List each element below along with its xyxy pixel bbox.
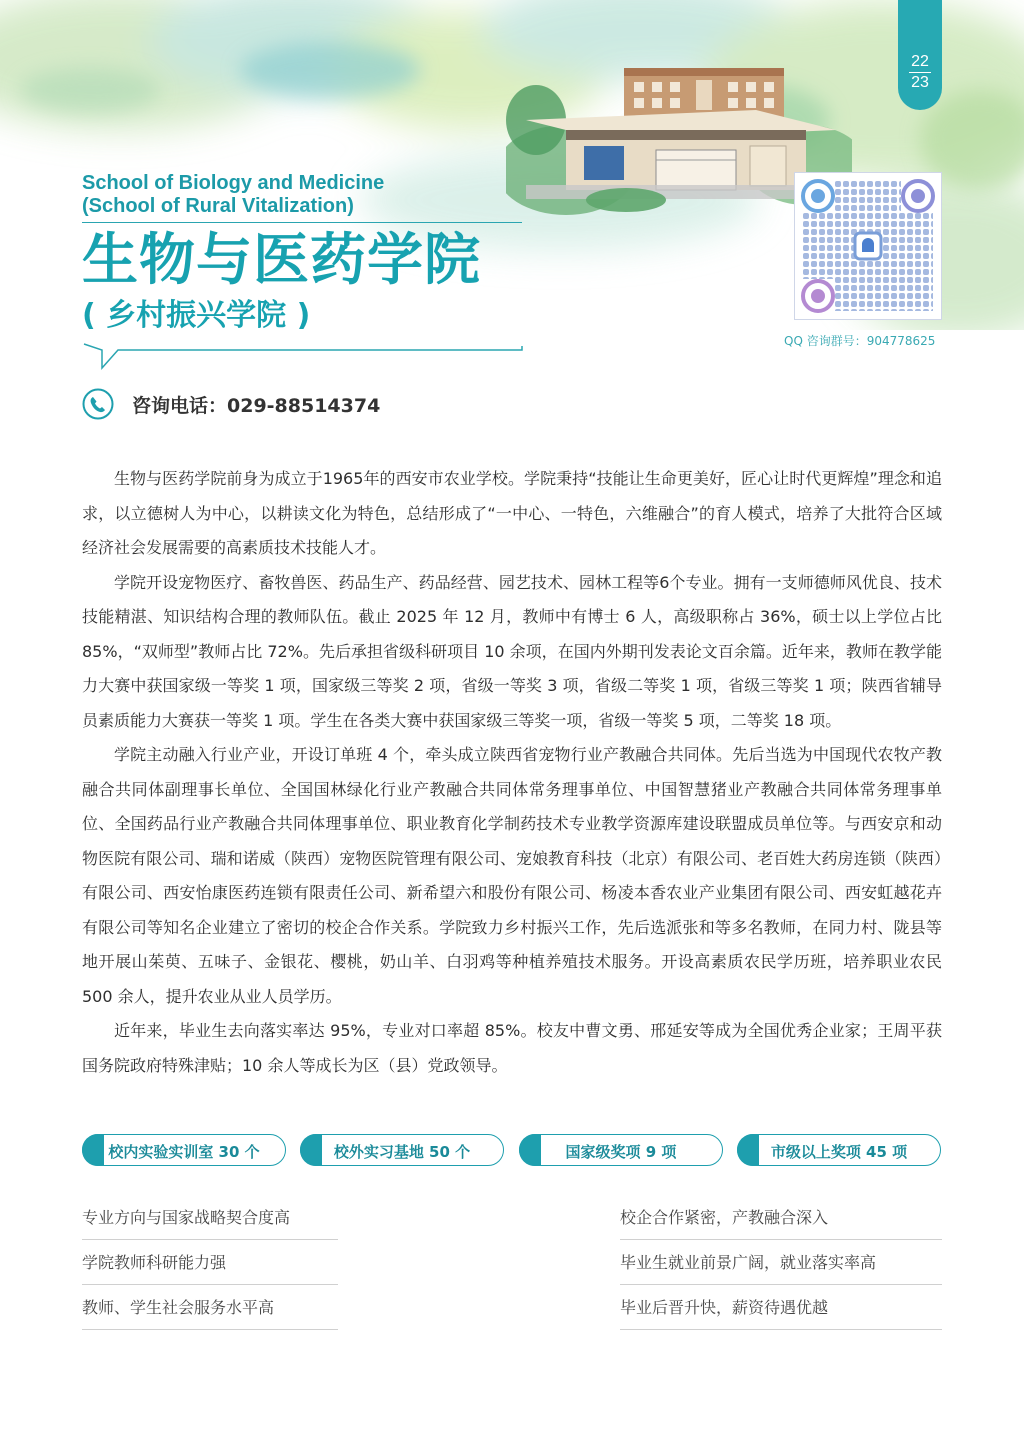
intro-paragraph-alumni: 近年来，毕业生去向落实率达 95%，专业对口率超 85%。校友中曹文勇、邢延安等成为全国优秀企业家；王周平获国务院政府特殊津贴；10 余人等成长为区（县）党政领导。 bbox=[82, 1021, 942, 1075]
intro-paragraph-faculty: 学院开设宠物医疗、畜牧兽医、药品生产、药品经营、园艺技术、园林工程等6个专业。拥有一支师德师风优良、技术技能精湛、知识结构合理的教师队伍。截止 2025 年 12 月，教师中有博士 6 人，高级职称占 36%，硕士以上学位占比 85%，“双师型”教师占比 72%。先后承担省级科研项目 10 余项，在国内外期刊发表论文百余篇。近年来，教师在教学能力大赛中获国家级一等奖 1 项，国家级三等奖 2 项，省级一等奖 3 项，省级二等奖 1 项，省级三等奖 1 项；陕西省辅导员素质能力大赛获一等奖 1 项。学生在各类大赛中获国家级三等奖一项，省级一等奖 5 项，二等奖 18 项。 bbox=[82, 572, 942, 730]
page-number-tab bbox=[898, 0, 942, 110]
title-divider bbox=[82, 222, 522, 223]
stat-pill-labs bbox=[82, 1134, 286, 1166]
page-number-divider bbox=[909, 72, 931, 73]
qq-group-caption: QQ 咨询群号：904778625 bbox=[784, 334, 936, 348]
feature-item: 专业方向与国家战略契合度高 bbox=[82, 1196, 338, 1240]
chinese-subtitle: ( 乡村振兴学院 ) bbox=[82, 298, 311, 333]
stat-pill-label: 国家级奖项 9 项 bbox=[565, 1143, 677, 1161]
stat-pill-label: 校内实验实训室 30 个 bbox=[108, 1143, 260, 1161]
stat-pill-label: 市级以上奖项 45 项 bbox=[770, 1143, 908, 1161]
title-bubble-outline bbox=[82, 340, 526, 374]
intro-paragraph-history: 生物与医药学院前身为成立于1965年的西安市农业学校。学院秉持“技能让生命更美好，匠心让时代更辉煌”理念和追求，以立德树人为中心，以耕读文化为特色，总结形成了“一中心、一特色，六维融合”的育人模式，培养了大批符合区域经济社会发展需要的高素质技术技能人才。 bbox=[82, 469, 942, 557]
chinese-title: 生物与医药学院 bbox=[82, 228, 481, 293]
english-title-line1: School of Biology and Medicine bbox=[82, 172, 385, 194]
consult-phone: 咨询电话：029-88514374 bbox=[132, 395, 381, 417]
qr-code-graphic bbox=[795, 173, 941, 319]
feature-item: 教师、学生社会服务水平高 bbox=[82, 1286, 338, 1330]
phone-icon bbox=[82, 388, 114, 420]
page-number-right: 23 bbox=[911, 74, 929, 91]
english-title bbox=[82, 172, 384, 218]
feature-item: 学院教师科研能力强 bbox=[82, 1241, 338, 1285]
stat-pill-bases bbox=[300, 1134, 504, 1166]
feature-item: 毕业后晋升快，薪资待遇优越 bbox=[620, 1286, 942, 1330]
intro-paragraph-industry: 学院主动融入行业产业，开设订单班 4 个，牵头成立陕西省宠物行业产教融合共同体。先后当选为中国现代农牧产教融合共同体副理事长单位、全国国林绿化行业产教融合共同体常务理事单位、中国智慧猪业产教融合共同体常务理事单位、全国药品行业产教融合共同体理事单位、职业教育化学制药技术专业教学资源库建设联盟成员单位等。与西安京和动物医院有限公司、瑞和诺威（陕西）宠物医院管理有限公司、宠娘教育科技（北京）有限公司、老百姓大药房连锁（陕西）有限公司、西安怡康医药连锁有限责任公司、新希望六和股份有限公司、杨凌本香农业产业集团有限公司、西安虹越花卉有限公司等知名企业建立了密切的校企合作关系。学院致力乡村振兴工作，先后选派张和等多名教师，在同力村、陇县等地开展山茱萸、五味子、金银花、樱桃，奶山羊、白羽鸡等种植养殖技术服务。开设高素质农民学历班，培养职业农民 500 余人，提升农业从业人员学历。 bbox=[82, 745, 942, 1006]
feature-item: 校企合作紧密，产教融合深入 bbox=[620, 1196, 942, 1240]
english-title-line2: (School of Rural Vitalization) bbox=[82, 195, 354, 217]
stat-pill-label: 校外实习基地 50 个 bbox=[333, 1143, 471, 1161]
stat-pill-national-awards bbox=[519, 1134, 723, 1166]
college-introduction bbox=[82, 462, 942, 1083]
feature-item: 毕业生就业前景广阔，就业落实率高 bbox=[620, 1241, 942, 1285]
qr-code[interactable] bbox=[794, 172, 942, 320]
stat-pill-city-awards bbox=[737, 1134, 941, 1166]
page-number-left: 22 bbox=[911, 53, 929, 70]
